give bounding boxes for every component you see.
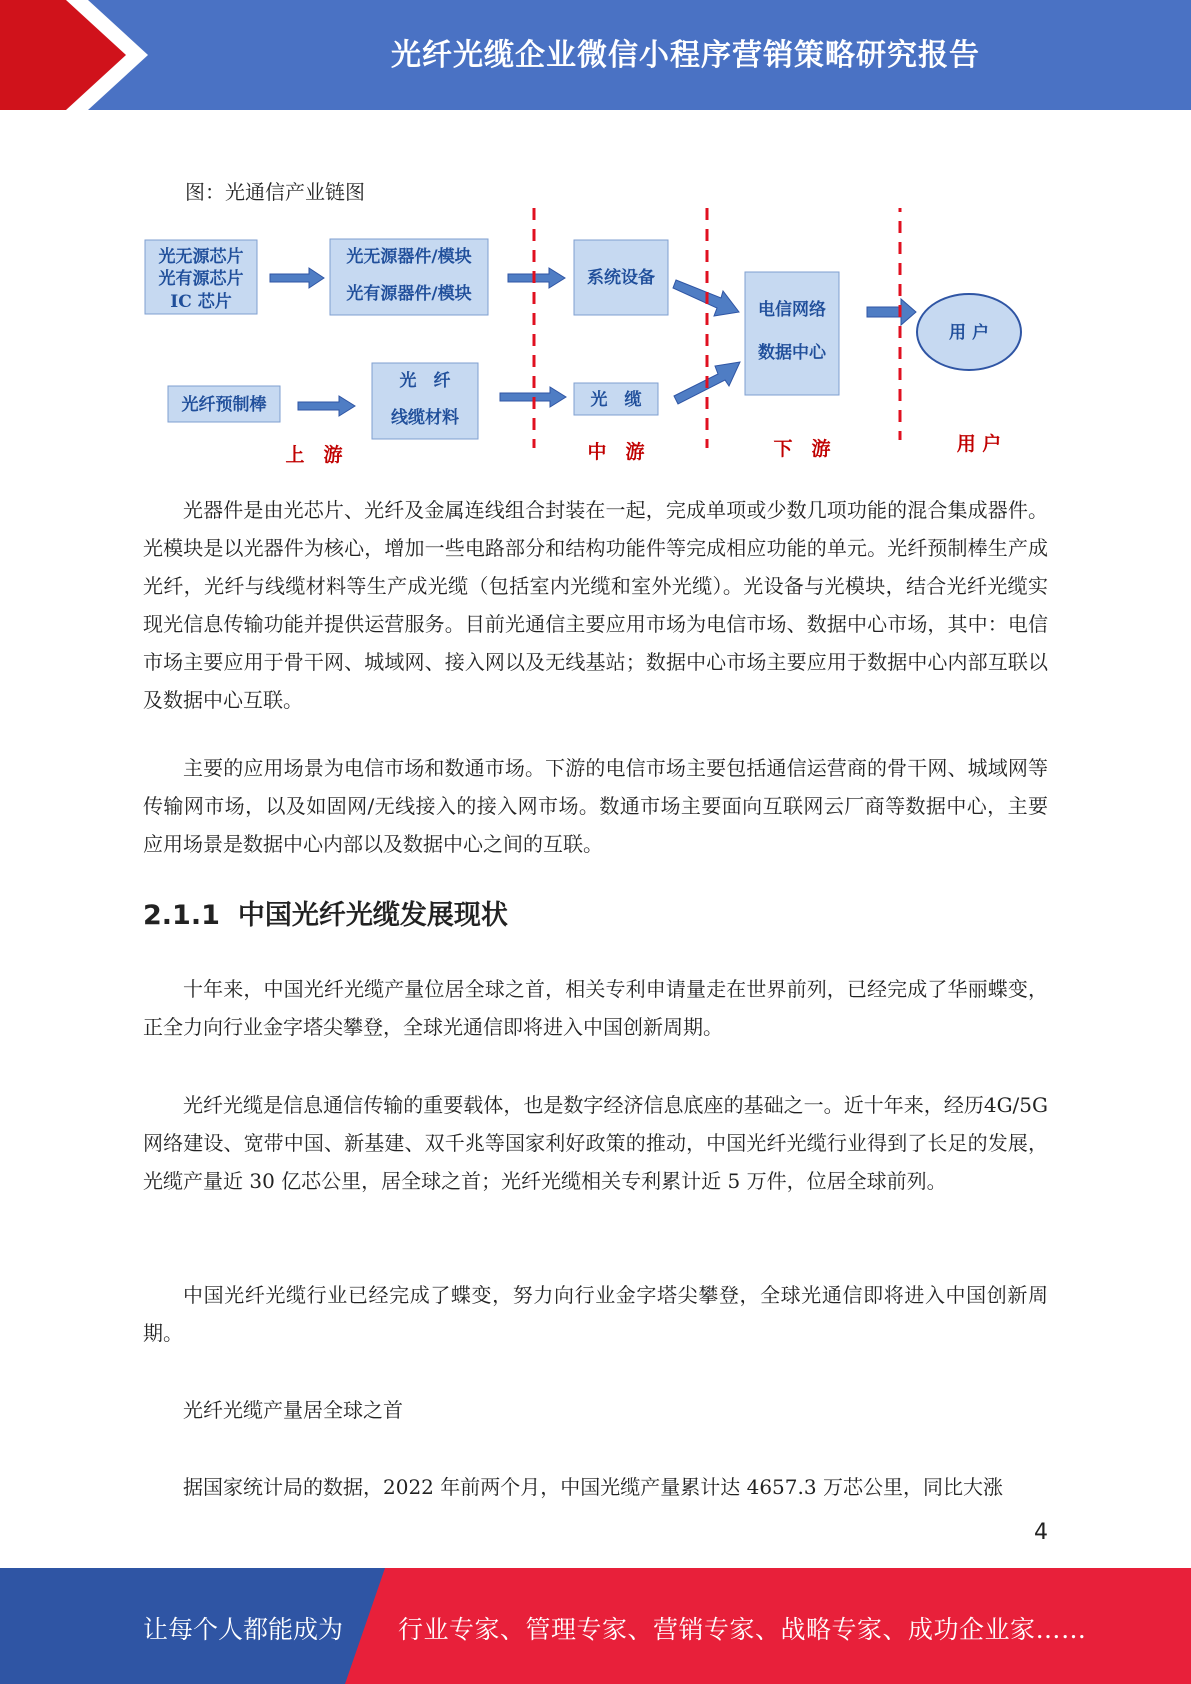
stage-downstream-label: 下 游 <box>773 438 831 460</box>
box-cable <box>574 383 658 415</box>
section-number: 2.1.1 <box>143 900 220 931</box>
figure-caption: 图：光通信产业链图 <box>185 180 365 204</box>
arrow-preform-fiber <box>298 396 355 416</box>
box-chips-line-2: 光有源芯片 <box>158 269 244 289</box>
box-fiber-line-1: 光 纤 <box>399 371 451 391</box>
paragraph-ten-years: 十年来，中国光纤光缆产量位居全球之首，相关专利申请量走在世界前列，已经完成了华丽蝶变，正全力向行业金字塔尖攀登，全球光通信即将进入中国创新周期。 <box>143 977 1048 1039</box>
box-devices-line-2: 光有源器件/模块 <box>346 284 472 304</box>
section-title: 中国光纤光缆发展现状 <box>237 900 508 931</box>
box-preform-label: 光纤预制棒 <box>181 395 267 415</box>
box-chips-line-3: IC 芯片 <box>170 292 232 312</box>
box-preform <box>168 386 280 422</box>
box-devices-line-1: 光无源器件/模块 <box>346 247 472 267</box>
paragraph-carrier: 光纤光缆是信息通信传输的重要载体，也是数字经济信息底座的基础之一。近十年来，经历4G/5G 网络建设、宽带中国、新基建、双千兆等国家利好政策的推动，中国光纤光缆行业得到了长足的发展，光缆产量近 30 亿芯公里，居全球之首；光纤光缆相关专利累计近 5 万件，位居全球前列。 <box>143 1093 1048 1193</box>
box-chips-line-1: 光无源芯片 <box>158 247 244 267</box>
box-telecom-line-2: 数据中心 <box>758 343 826 363</box>
box-fiber-line-2: 线缆材料 <box>391 408 459 428</box>
header-arrow-decoration <box>0 0 170 110</box>
box-system-label: 系统设备 <box>587 268 655 288</box>
report-title: 光纤光缆企业微信小程序营销策略研究报告 <box>391 38 980 73</box>
paragraph-transformation: 中国光纤光缆行业已经完成了蝶变，努力向行业金字塔尖攀登，全球光通信即将进入中国创新周期。 <box>143 1283 1048 1345</box>
arrow-devices-system <box>508 268 565 288</box>
arrow-chips-devices <box>270 268 324 288</box>
industry-chain-diagram <box>143 208 1043 468</box>
box-telecom <box>745 272 839 395</box>
box-telecom-line-1: 电信网络 <box>758 300 826 320</box>
paragraph-production-subheading: 光纤光缆产量居全球之首 <box>183 1398 403 1422</box>
paragraph-application-scenarios: 主要的应用场景为电信市场和数通市场。下游的电信市场主要包括通信运营商的骨干网、城域网等传输网市场，以及如固网/无线接入的接入网市场。数通市场主要面向互联网云厂商等数据中心，主要应用场景是数据中心内部以及数据中心之间的互联。 <box>143 756 1048 856</box>
stage-user-label: 用 户 <box>956 433 1002 455</box>
page-footer <box>0 1568 1191 1684</box>
section-heading <box>143 893 508 932</box>
footer-slogan-right: 行业专家、管理专家、营销专家、战略专家、成功企业家…… <box>398 1615 1087 1644</box>
stage-midstream-label: 中 游 <box>587 441 645 463</box>
box-devices <box>330 239 488 315</box>
paragraph-statistics: 据国家统计局的数据，2022 年前两个月，中国光缆产量累计达 4657.3 万芯公里，同比大涨 <box>183 1475 1003 1499</box>
box-fiber <box>372 363 478 439</box>
box-chips <box>145 240 257 314</box>
footer-slogan-left: 让每个人都能成为 <box>143 1615 344 1644</box>
box-cable-label: 光 缆 <box>590 390 642 410</box>
box-system <box>574 240 668 315</box>
user-ellipse <box>917 294 1021 370</box>
page-number: 4 <box>1034 1520 1048 1545</box>
page-header <box>0 0 1191 110</box>
arrow-telecom-user <box>867 299 916 325</box>
stage-upstream-label: 上 游 <box>285 444 343 466</box>
paragraph-optical-devices: 光器件是由光芯片、光纤及金属连线组合封装在一起，完成单项或少数几项功能的混合集成器件。光模块是以光器件为核心，增加一些电路部分和结构功能件等完成相应功能的单元。光纤预制棒生产成光纤，光纤与线缆材料等生产成光缆（包括室内光缆和室外光缆）。光设备与光模块，结合光纤光缆实现光信息传输功能并提供运营服务。目前光通信主要应用市场为电信市场、数据中心市场，其中：电信市场主要应用于骨干网、城域网、接入网以及无线基站；数据中心市场主要应用于数据中心内部互联以及数据中心互联。 <box>143 498 1048 712</box>
user-label: 用 户 <box>949 323 989 343</box>
